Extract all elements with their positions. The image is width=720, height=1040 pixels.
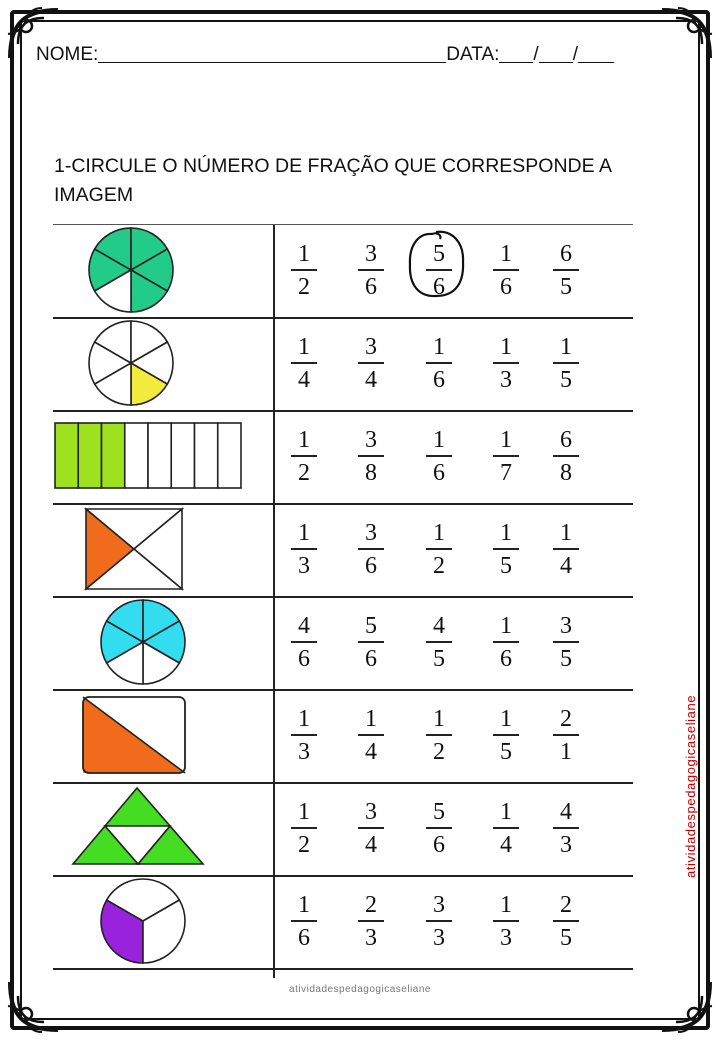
fraction-option[interactable] (352, 798, 390, 859)
fraction-option[interactable] (487, 798, 525, 859)
date-separator: / (572, 44, 578, 65)
fraction-bar (553, 455, 579, 457)
fraction-numerator: 2 (560, 892, 572, 918)
fraction-option[interactable] (420, 426, 458, 487)
fraction-denominator: 2 (433, 553, 445, 579)
fraction-numerator: 1 (433, 427, 445, 453)
fraction-option[interactable] (420, 333, 458, 394)
fraction-figure (53, 875, 273, 968)
fraction-option[interactable] (285, 426, 323, 487)
fraction-numerator: 5 (365, 613, 377, 639)
fraction-numerator: 1 (560, 520, 572, 546)
circle-three-slices-icon (53, 875, 273, 968)
fraction-bar (358, 269, 384, 271)
fraction-numerator: 4 (298, 613, 310, 639)
fraction-option[interactable] (352, 519, 390, 580)
fraction-bar (553, 269, 579, 271)
fraction-option[interactable] (420, 798, 458, 859)
footer-watermark: atividadespedagogicaseliane (289, 984, 431, 995)
fraction-bar (553, 920, 579, 922)
fraction-numerator: 1 (500, 427, 512, 453)
fraction-bar (358, 641, 384, 643)
fraction-bar (291, 827, 317, 829)
fraction-denominator: 6 (433, 832, 445, 858)
name-label: NOME: (36, 44, 99, 65)
triangle-four-parts-icon (53, 782, 273, 875)
fraction-numerator: 3 (433, 892, 445, 918)
fraction-numerator: 4 (433, 613, 445, 639)
fraction-denominator: 6 (433, 367, 445, 393)
fraction-bar (291, 548, 317, 550)
fraction-denominator: 6 (500, 646, 512, 672)
date-label: DATA: (446, 44, 500, 65)
fraction-bar (358, 734, 384, 736)
fraction-bar (493, 641, 519, 643)
fraction-bar (291, 734, 317, 736)
name-date-header (36, 42, 646, 66)
fraction-denominator: 5 (560, 367, 572, 393)
rectangle-four-triangles-icon (53, 503, 273, 596)
fraction-option[interactable] (487, 891, 525, 952)
row-separator (53, 968, 633, 970)
fraction-option[interactable] (487, 519, 525, 580)
fraction-denominator: 2 (298, 460, 310, 486)
fraction-denominator: 6 (298, 646, 310, 672)
fraction-option[interactable] (420, 705, 458, 766)
fraction-denominator: 5 (500, 553, 512, 579)
fraction-denominator: 6 (500, 274, 512, 300)
rectangle-diagonal-split-icon (53, 689, 273, 782)
fraction-denominator: 4 (365, 739, 377, 765)
fraction-denominator: 3 (298, 739, 310, 765)
fraction-bar (358, 362, 384, 364)
fraction-numerator: 6 (560, 427, 572, 453)
fraction-option[interactable] (547, 891, 585, 952)
fraction-bar (291, 920, 317, 922)
date-separator: / (533, 44, 539, 65)
fraction-numerator: 1 (500, 892, 512, 918)
fraction-option[interactable] (420, 240, 458, 301)
fraction-option[interactable] (487, 612, 525, 673)
fraction-numerator: 3 (365, 520, 377, 546)
fraction-option[interactable] (285, 705, 323, 766)
fraction-numerator: 1 (500, 520, 512, 546)
fraction-bar (553, 734, 579, 736)
fraction-option[interactable] (547, 705, 585, 766)
corner-ornament-icon (656, 4, 716, 64)
fraction-option[interactable] (547, 612, 585, 673)
fraction-numerator: 1 (433, 706, 445, 732)
fraction-bar (426, 827, 452, 829)
fraction-numerator: 1 (298, 706, 310, 732)
fraction-figure (53, 782, 273, 875)
date-day-field[interactable] (499, 42, 533, 63)
fraction-denominator: 7 (500, 460, 512, 486)
date-year-field[interactable] (578, 42, 614, 63)
fraction-option[interactable] (285, 240, 323, 301)
fraction-bar (493, 827, 519, 829)
hand-drawn-circle-mark-icon (406, 228, 468, 300)
fraction-denominator: 3 (500, 367, 512, 393)
fraction-option[interactable] (420, 519, 458, 580)
fraction-numerator: 1 (433, 334, 445, 360)
fraction-option[interactable] (352, 240, 390, 301)
fraction-option[interactable] (487, 240, 525, 301)
fraction-denominator: 3 (365, 925, 377, 951)
fraction-numerator: 1 (500, 799, 512, 825)
fraction-bar (493, 269, 519, 271)
exercise-row (53, 410, 633, 503)
fraction-bar (553, 827, 579, 829)
fraction-numerator: 1 (298, 241, 310, 267)
fraction-numerator: 1 (298, 427, 310, 453)
fraction-denominator: 5 (560, 646, 572, 672)
fraction-bar (358, 548, 384, 550)
fraction-figure (53, 224, 273, 317)
fraction-numerator: 2 (560, 706, 572, 732)
fraction-bar (291, 362, 317, 364)
fraction-bar (553, 362, 579, 364)
fraction-figure (53, 689, 273, 782)
fraction-bar (493, 734, 519, 736)
fraction-numerator: 1 (298, 892, 310, 918)
fraction-option[interactable] (547, 426, 585, 487)
fraction-bar (358, 827, 384, 829)
fraction-bar (426, 920, 452, 922)
fraction-option[interactable] (285, 612, 323, 673)
exercise-instruction: 1-CIRCULE O NÚMERO DE FRAÇÃO QUE CORRESPONDE A IMAGEM (54, 155, 611, 206)
fraction-bar (553, 548, 579, 550)
fraction-denominator: 3 (298, 553, 310, 579)
fraction-denominator: 8 (560, 460, 572, 486)
fraction-option[interactable] (420, 612, 458, 673)
fraction-option[interactable] (285, 798, 323, 859)
fraction-denominator: 8 (365, 460, 377, 486)
fraction-numerator: 4 (560, 799, 572, 825)
exercise-row (53, 782, 633, 875)
fraction-bar (493, 548, 519, 550)
fraction-bar (291, 455, 317, 457)
circle-six-slices-icon (53, 317, 273, 410)
worksheet-page: NOME: DATA: / / 1-CIRCULE O NÚMERO DE FRAÇÃO QUE CORRESPONDE A IMAGEM 1 2 3 6 5 6 1 6 6 5 1 4 3 4 1 6 1 3 1 5 1 2 3 8 1 6 1 7 6 8 1 3 3 6 1 2 1 5 1 4 4 6 5 6 4 5 1 6 3 5 1 3 1 4 1 2 1 5 2 1 1 2 3 4 5 6 1 4 4 3 1 6 2 3 3 3 1 3 2 5 atividadespedagogicaseliane atividadespedagogicaseliane (0, 0, 720, 1040)
fraction-numerator: 1 (298, 799, 310, 825)
fraction-figure (53, 410, 273, 503)
fraction-option[interactable] (352, 891, 390, 952)
fraction-option[interactable] (352, 612, 390, 673)
fraction-bar (493, 362, 519, 364)
fraction-bar (358, 455, 384, 457)
fraction-denominator: 5 (500, 739, 512, 765)
fraction-numerator: 1 (560, 334, 572, 360)
fraction-bar (291, 641, 317, 643)
exercise-row (53, 875, 633, 968)
fraction-denominator: 4 (365, 832, 377, 858)
fraction-numerator: 3 (365, 799, 377, 825)
fraction-denominator: 2 (298, 832, 310, 858)
fraction-numerator: 1 (433, 520, 445, 546)
fraction-denominator: 2 (433, 739, 445, 765)
exercise-row (53, 596, 633, 689)
fraction-option[interactable] (487, 705, 525, 766)
fraction-numerator: 3 (365, 334, 377, 360)
fraction-numerator: 5 (433, 241, 445, 267)
fraction-numerator: 6 (560, 241, 572, 267)
fraction-numerator: 1 (500, 334, 512, 360)
fraction-denominator: 5 (560, 274, 572, 300)
fraction-option[interactable] (487, 426, 525, 487)
fraction-numerator: 1 (298, 334, 310, 360)
exercise-row (53, 503, 633, 596)
date-month-field[interactable] (539, 42, 573, 63)
fraction-denominator: 6 (365, 274, 377, 300)
fraction-numerator: 1 (500, 241, 512, 267)
fraction-figure (53, 596, 273, 689)
fraction-option[interactable] (285, 333, 323, 394)
fraction-option[interactable] (352, 705, 390, 766)
fraction-exercise-table (53, 224, 633, 978)
fraction-numerator: 1 (500, 706, 512, 732)
fraction-bar (426, 734, 452, 736)
fraction-numerator: 1 (500, 613, 512, 639)
circle-six-slices-icon (53, 224, 273, 317)
fraction-option[interactable] (352, 426, 390, 487)
fraction-option[interactable] (487, 333, 525, 394)
fraction-option[interactable] (547, 333, 585, 394)
fraction-option[interactable] (547, 240, 585, 301)
fraction-denominator: 6 (433, 460, 445, 486)
fraction-option[interactable] (352, 333, 390, 394)
fraction-bar (358, 920, 384, 922)
fraction-bar (493, 920, 519, 922)
exercise-row (53, 224, 633, 317)
fraction-bar (426, 362, 452, 364)
fraction-denominator: 3 (500, 925, 512, 951)
fraction-denominator: 3 (433, 925, 445, 951)
fraction-denominator: 6 (298, 925, 310, 951)
bar-eight-parts-icon (53, 410, 273, 503)
fraction-denominator: 4 (560, 553, 572, 579)
fraction-option[interactable] (547, 519, 585, 580)
fraction-figure (53, 503, 273, 596)
fraction-numerator: 1 (365, 706, 377, 732)
fraction-denominator: 4 (500, 832, 512, 858)
fraction-numerator: 1 (298, 520, 310, 546)
fraction-denominator: 5 (560, 925, 572, 951)
fraction-bar (291, 269, 317, 271)
fraction-numerator: 3 (365, 427, 377, 453)
circle-six-slices-icon (53, 596, 273, 689)
fraction-numerator: 2 (365, 892, 377, 918)
fraction-denominator: 6 (365, 553, 377, 579)
fraction-denominator: 1 (560, 739, 572, 765)
fraction-numerator: 5 (433, 799, 445, 825)
name-field[interactable] (98, 42, 446, 63)
fraction-denominator: 6 (433, 274, 445, 300)
fraction-numerator: 3 (365, 241, 377, 267)
fraction-bar (553, 641, 579, 643)
exercise-row (53, 689, 633, 782)
fraction-option[interactable] (285, 519, 323, 580)
fraction-bar (426, 455, 452, 457)
fraction-option[interactable] (547, 798, 585, 859)
fraction-numerator: 3 (560, 613, 572, 639)
fraction-denominator: 4 (365, 367, 377, 393)
fraction-denominator: 5 (433, 646, 445, 672)
fraction-denominator: 4 (298, 367, 310, 393)
fraction-bar (426, 641, 452, 643)
fraction-denominator: 3 (560, 832, 572, 858)
fraction-figure (53, 317, 273, 410)
fraction-denominator: 2 (298, 274, 310, 300)
fraction-denominator: 6 (365, 646, 377, 672)
fraction-option[interactable] (285, 891, 323, 952)
fraction-bar (493, 455, 519, 457)
fraction-option[interactable] (420, 891, 458, 952)
exercise-row (53, 317, 633, 410)
fraction-bar (426, 548, 452, 550)
